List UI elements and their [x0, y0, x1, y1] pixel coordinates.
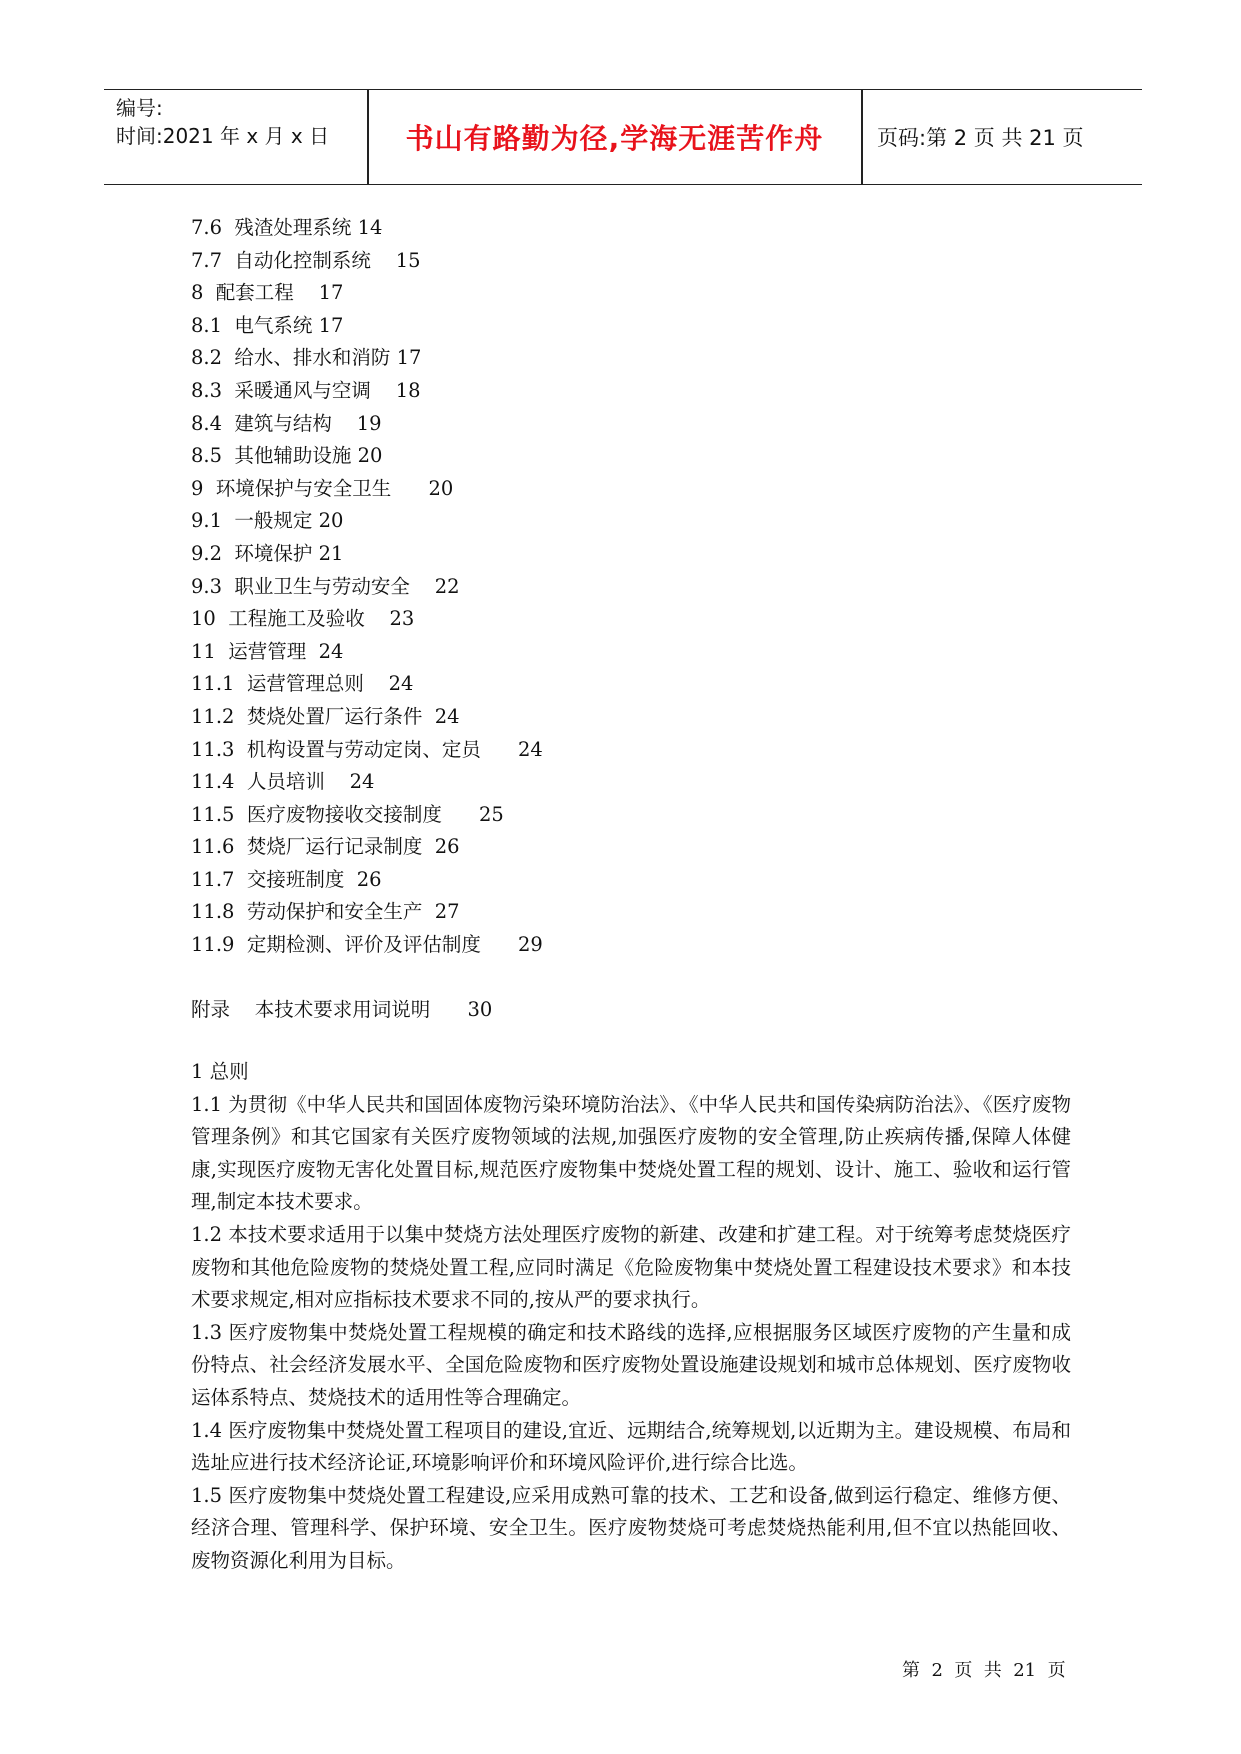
- toc-entry: 9.3 职业卫生与劳动安全 22: [191, 574, 460, 598]
- page-header: [104, 89, 1142, 185]
- toc-entry: 11.2 焚烧处置厂运行条件 24: [191, 704, 460, 728]
- toc-entry: 8.1 电气系统 17: [191, 313, 344, 337]
- toc-entry: 11 运营管理 24: [191, 639, 344, 663]
- toc-entry: 8 配套工程 17: [191, 281, 344, 305]
- toc-appendix-entry: 附录 本技术要求用词说明 30: [191, 998, 493, 1022]
- header-motto: 书山有路勤为径,学海无涯苦作舟: [405, 122, 824, 155]
- toc-spacer: [191, 962, 1091, 995]
- toc-entry: 8.4 建筑与结构 19: [191, 411, 382, 435]
- toc-entry: 10 工程施工及验收 23: [191, 607, 415, 631]
- toc-entry: 8.3 采暖通风与空调 18: [191, 378, 421, 402]
- toc-entry: 9.1 一般规定 20: [191, 509, 344, 533]
- toc-entry: 11.6 焚烧厂运行记录制度 26: [191, 835, 460, 859]
- toc-entry: 8.5 其他辅助设施 20: [191, 444, 383, 468]
- paragraph: 1.5 医疗废物集中焚烧处置工程建设,应采用成熟可靠的技术、工艺和设备,做到运行稳定、维修方便、经济合理、管理科学、保护环境、安全卫生。医疗废物焚烧可考虑焚烧热能利用,但不宜以热能回收、废物资源化利用为目标。: [191, 1483, 1071, 1572]
- paragraph: 1.3 医疗废物集中焚烧处置工程规模的确定和技术路线的选择,应根据服务区域医疗废物的产生量和成份特点、社会经济发展水平、全国危险废物和医疗废物处置设施建设规划和城市总体规划、医疗废物收运体系特点、焚烧技术的适用性等合理确定。: [191, 1320, 1071, 1409]
- paragraph: 1.2 本技术要求适用于以集中焚烧方法处理医疗废物的新建、改建和扩建工程。对于统筹考虑焚烧医疗废物和其他危险废物的焚烧处置工程,应同时满足《危险废物集中焚烧处置工程建设技术要求》和本技术要求规定,相对应指标技术要求不同的,按从严的要求执行。: [191, 1222, 1071, 1312]
- toc-entry: 11.7 交接班制度 26: [191, 867, 382, 891]
- toc-entry: 9.2 环境保护 21: [191, 541, 344, 565]
- header-meta: [116, 94, 366, 150]
- toc-entry: 11.1 运营管理总则 24: [191, 672, 414, 696]
- paragraph: 1.1 为贯彻《中华人民共和国固体废物污染环境防治法》、《中华人民共和国传染病防治法》、《医疗废物管理条例》和其它国家有关医疗废物领域的法规,加强医疗废物的安全管理,防止疾病传播,保障人体健康,实现医疗废物无害化处置目标,规范医疗废物集中焚烧处置工程的规划、设计、施工、验收和运行管理,制定本技术要求。: [191, 1092, 1071, 1214]
- header-divider: [861, 90, 863, 184]
- toc-entry: 9 环境保护与安全卫生 20: [191, 476, 454, 500]
- page-footer: 第 2 页 共 21 页: [902, 1660, 1066, 1681]
- toc-entry: 11.5 医疗废物接收交接制度 25: [191, 802, 504, 826]
- toc-entry: 11.3 机构设置与劳动定岗、定员 24: [191, 737, 543, 761]
- toc-entry: 11.4 人员培训 24: [191, 770, 375, 794]
- paragraph: 1.4 医疗废物集中焚烧处置工程项目的建设,宜近、远期结合,统筹规划,以近期为主。建设规模、布局和选址应进行技术经济论证,环境影响评价和环境风险评价,进行综合比选。: [191, 1418, 1071, 1475]
- table-of-contents: [191, 212, 1091, 1027]
- toc-entry: 7.7 自动化控制系统 15: [191, 248, 421, 272]
- toc-entry: 7.6 残渣处理系统 14: [191, 216, 383, 239]
- toc-entry: 11.9 定期检测、评价及评估制度 29: [191, 933, 543, 957]
- document-body: [191, 1056, 1071, 1578]
- section-title: 1 总则: [191, 1060, 249, 1083]
- toc-entry: 11.8 劳动保护和安全生产 27: [191, 900, 460, 924]
- toc-entry: 8.2 给水、排水和消防 17: [191, 346, 422, 370]
- time-label: 时间:2021 年 x 月 x 日: [116, 124, 330, 148]
- header-page-label: 页码:第 2 页 共 21 页: [877, 126, 1084, 150]
- number-label: 编号:: [116, 96, 163, 120]
